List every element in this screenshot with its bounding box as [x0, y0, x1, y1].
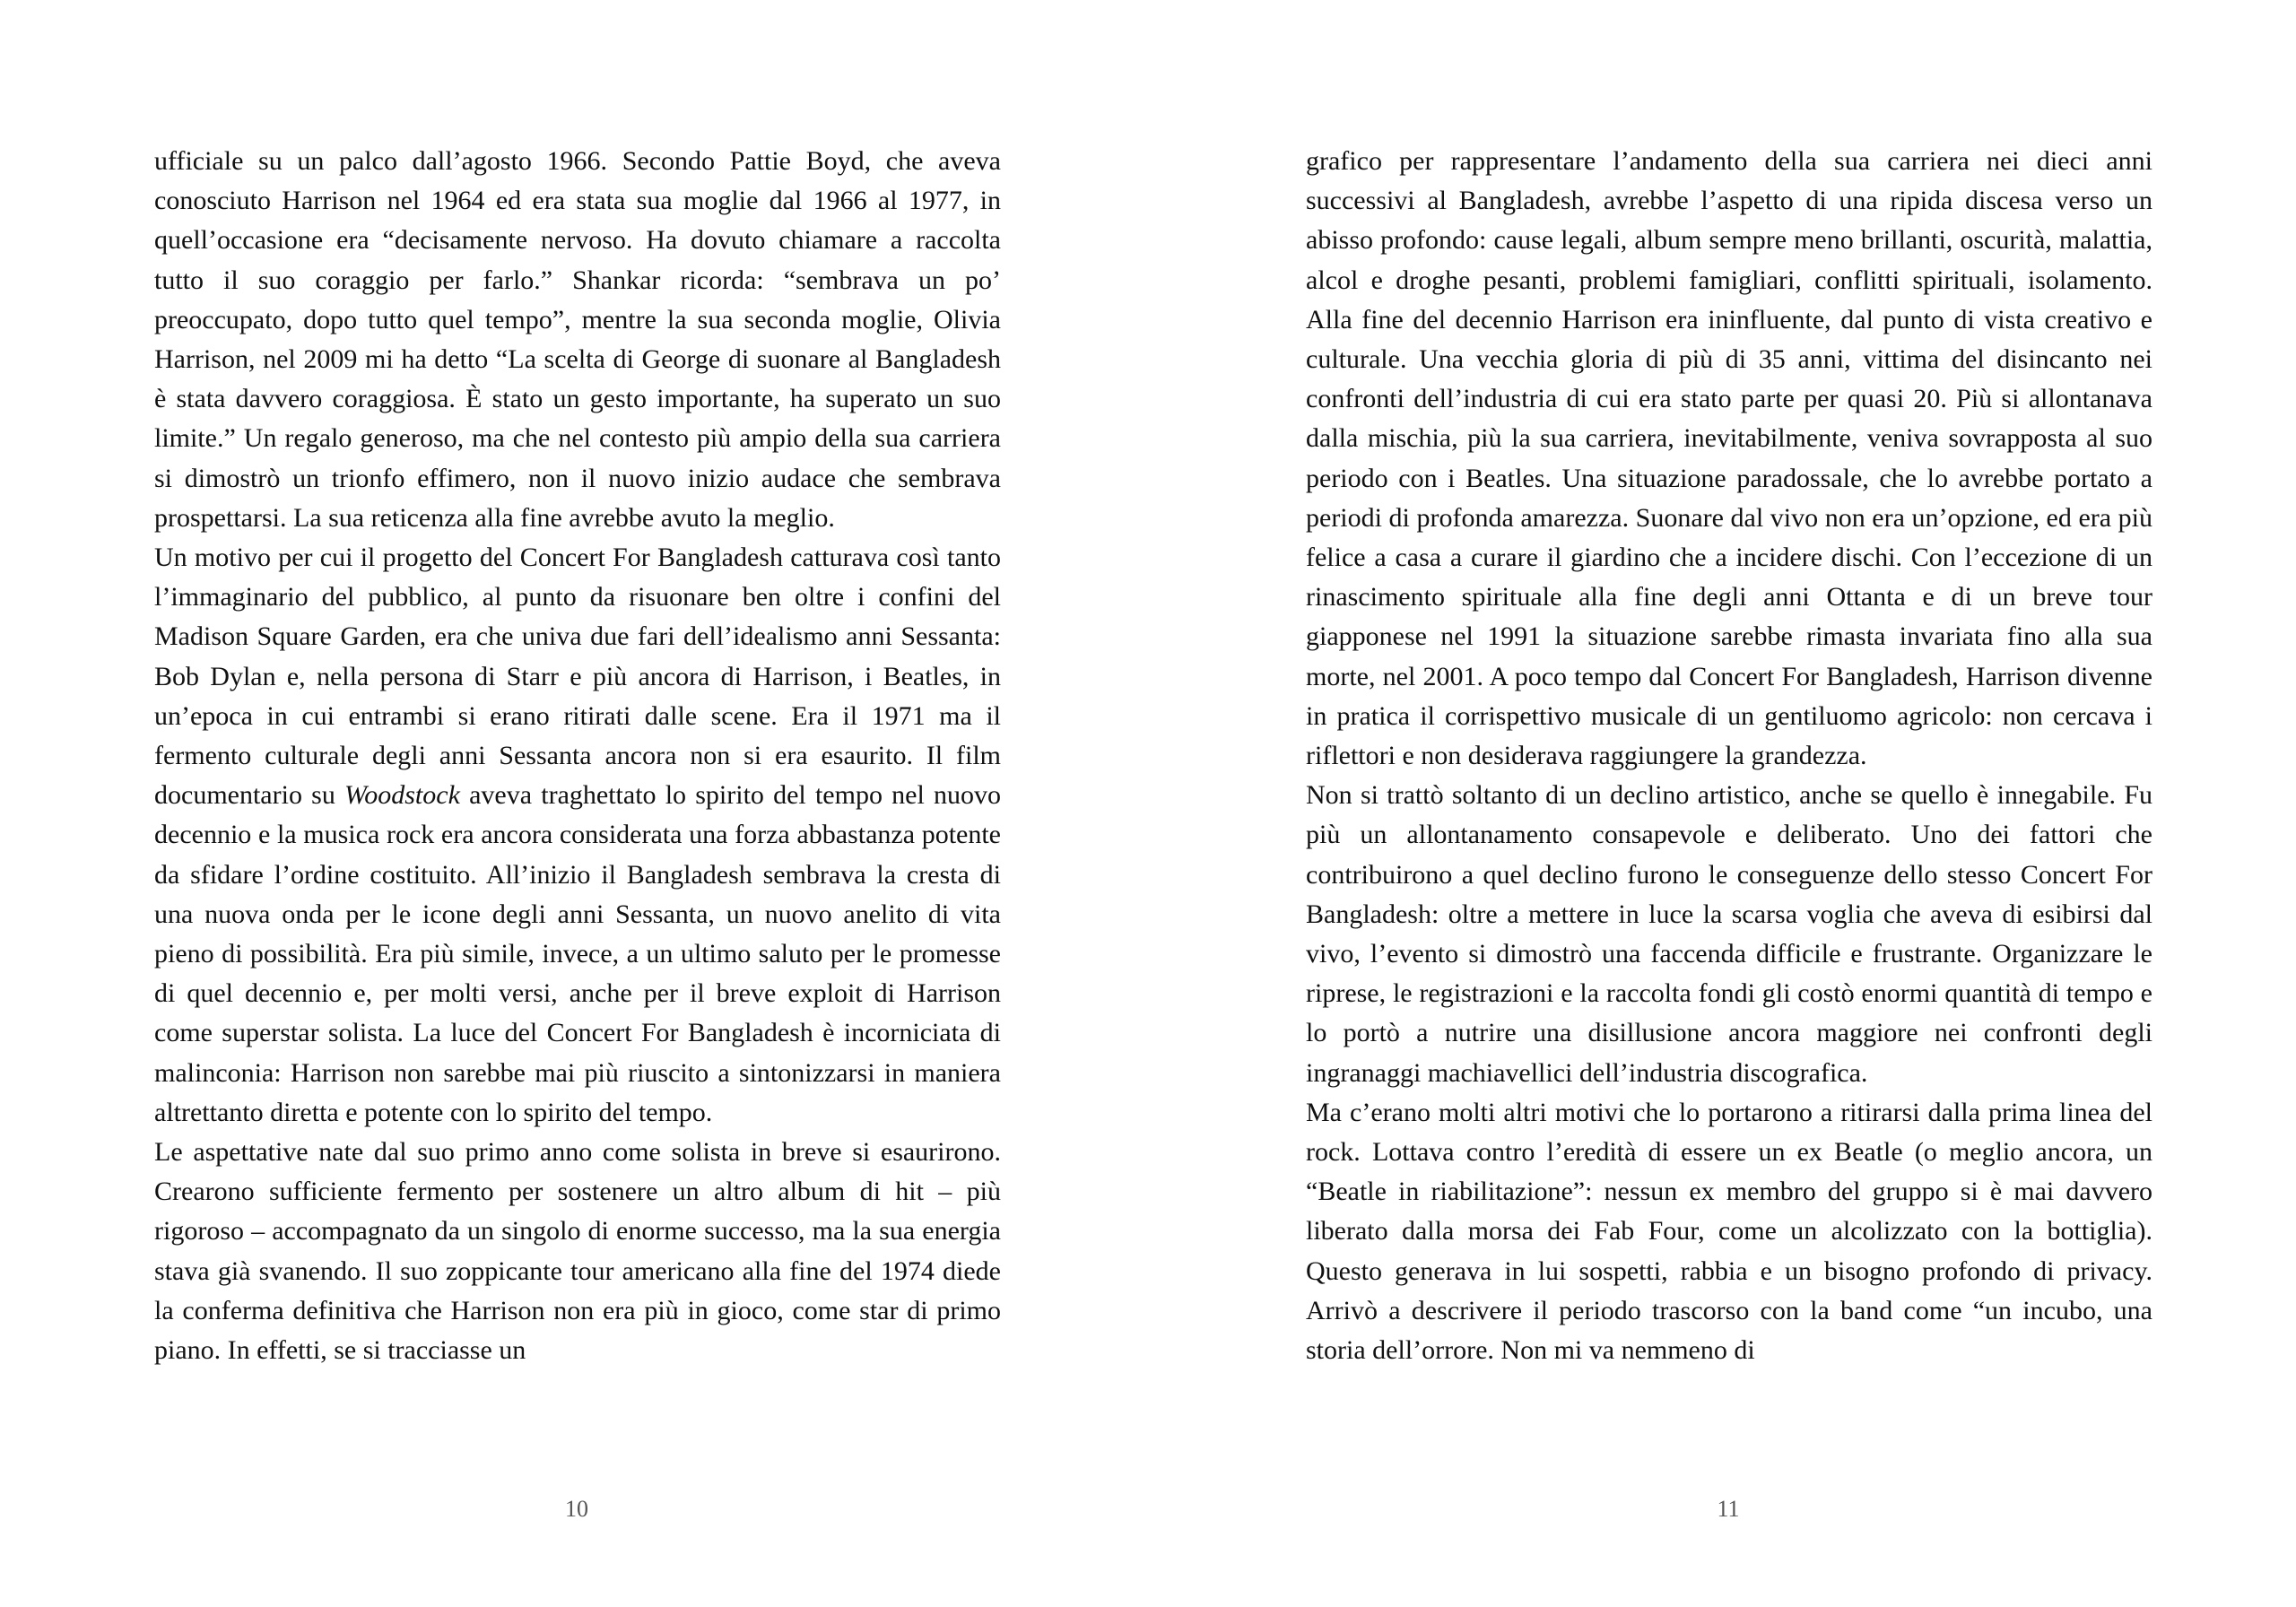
- paragraph-text: Un motivo per cui il progetto del Concert For Bangladesh catturava così tanto l’immaginario del pubblico, al punto da risuonare ben oltre i confini del Madison Square Garden, era che univa due fari dell’idealismo anni Sessanta: Bob Dylan e, nella persona di Starr e più ancora di Harrison, i Beatles, in un’epoca in cui entrambi si erano ritirati dalle scene. Era il 1971 ma il fermento culturale degli anni Sessanta ancora non si era esaurito. Il film documentario su: [154, 543, 1001, 811]
- paragraph: [154, 1133, 1001, 1370]
- paragraph: [1306, 776, 2152, 1093]
- paragraph: [1306, 1093, 2152, 1370]
- paragraph-text: Ma c’erano molti altri motivi che lo portarono a ritirarsi dalla prima linea del rock. Lottava contro l’eredità di essere un ex Beatle (o meglio ancora, un “Beatle in riabilitazione”: nessun ex membro del gruppo si è mai davvero liberato dalla morsa dei Fab Four, come un alcolizzato con la bottiglia). Questo generava in lui sospetti, rabbia e un bisogno profondo di privacy. Arrivò a descrivere il periodo trascorso con la band come “un incubo, una storia dell’orrore. Non mi va nemmeno di: [1306, 1097, 2152, 1366]
- page-number: 10: [565, 1496, 588, 1522]
- paragraph-text: ufficiale su un palco dall’agosto 1966. Secondo Pattie Boyd, che aveva conosciuto Harrison nel 1964 ed era stata sua moglie dal 1966 al 1977, in quell’occasione era “decisamente nervoso. Ha dovuto chiamare a raccolta tutto il suo coraggio per farlo.” Shankar ricorda: “sembrava un po’ preoccupato, dopo tutto quel tempo”, mentre la sua seconda moglie, Olivia Harrison, nel 2009 mi ha detto “La scelta di George di suonare al Bangladesh è stata davvero coraggiosa. È stato un gesto importante, ha superato un suo limite.” Un regalo generoso, ma che nel contesto più ampio della sua carriera si dimostrò un trionfo effimero, non il nuovo inizio audace che sembrava prospettarsi. La sua reticenza alla fine avrebbe avuto la meglio.: [154, 146, 1001, 533]
- page-number: 11: [1717, 1496, 1740, 1522]
- paragraph: [154, 538, 1001, 1133]
- paragraph-text: grafico per rappresentare l’andamento della sua carriera nei dieci anni successivi al Bangladesh, avrebbe l’aspetto di una ripida discesa verso un abisso profondo: cause legali, album sempre meno brillanti, oscurità, malattia, alcol e droghe pesanti, problemi famigliari, conflitti spirituali, isolamento. Alla fine del decennio Harrison era ininfluente, dal punto di vista creativo e culturale. Una vecchia gloria di più di 35 anni, vittima del disincanto nei confronti dell’industria di cui era stato parte per quasi 20. Più si allontanava dalla mischia, più la sua carriera, inevitabilmente, veniva sovrapposta al suo periodo con i Beatles. Una situazione paradossale, che lo avrebbe portato a periodi di profonda amarezza. Suonare dal vivo non era un’opzione, ed era più felice a casa a curare il giardino che a incidere dischi. Con l’eccezione di un rinascimento spirituale alla fine degli anni Ottanta e di un breve tour giapponese nel 1991 la situazione sarebbe rimasta invariata fino alla sua morte, nel 2001. A poco tempo dal Concert For Bangladesh, Harrison divenne in pratica il corrispettivo musicale di un gentiluomo agricolo: non cercava i riflettori e non desiderava raggiungere la grandezza.: [1306, 146, 2152, 771]
- paragraph-text: Le aspettative nate dal suo primo anno come solista in breve si esaurirono. Crearono sufficiente fermento per sostenere un altro album di hit – più rigoroso – accompagnato da un singolo di enorme successo, ma la sua energia stava già svanendo. Il suo zoppicante tour americano alla fine del 1974 diede la conferma definitiva che Harrison non era più in gioco, come star di primo piano. In effetti, se si tracciasse un: [154, 1137, 1001, 1366]
- paragraph: [154, 142, 1001, 538]
- paragraph-text: Non si trattò soltanto di un declino artistico, anche se quello è innegabile. Fu più un allontanamento consapevole e deliberato. Uno dei fattori che contribuirono a quel declino furono le conseguenze dello stesso Concert For Bangladesh: oltre a mettere in luce la scarsa voglia che aveva di esibirsi dal vivo, l’evento si dimostrò una faccenda difficile e frustrante. Organizzare le riprese, le registrazioni e la raccolta fondi gli costò enormi quantità di tempo e lo portò a nutrire una disillusione ancora maggiore nei confronti degli ingranaggi machiavellici dell’industria discografica.: [1306, 780, 2152, 1088]
- film-title: Woodstock: [344, 780, 460, 811]
- paragraph-text: aveva traghettato lo spirito del tempo nel nuovo decennio e la musica rock era ancora considerata una forza abbastanza potente da sfidare l’ordine costituito. All’inizio il Bangladesh sembrava la cresta di una nuova onda per le icone degli anni Sessanta, un nuovo anelito di vita pieno di possibilità. Era più simile, invece, a un ultimo saluto per le promesse di quel decennio e, per molti versi, anche per il breve exploit di Harrison come superstar solista. La luce del Concert For Bangladesh è incorniciata di malinconia: Harrison non sarebbe mai più riuscito a sintonizzarsi in maniera altrettanto diretta e potente con lo spirito del tempo.: [154, 780, 1001, 1127]
- right-page: [1148, 0, 2296, 1607]
- right-page-text: [1306, 142, 2152, 1370]
- left-page-text: [154, 142, 1001, 1370]
- paragraph: [1306, 142, 2152, 776]
